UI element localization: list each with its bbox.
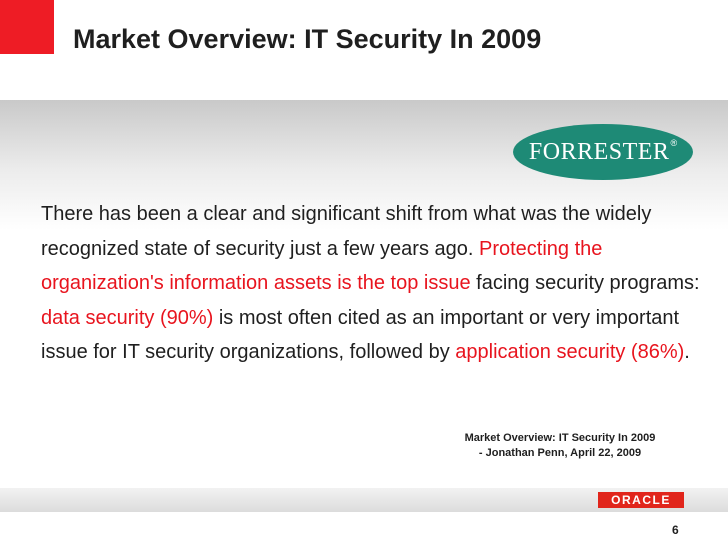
forrester-logo bbox=[513, 124, 693, 180]
registered-mark: ® bbox=[670, 138, 678, 148]
citation-title: Market Overview: IT Security In 2009 bbox=[464, 432, 656, 444]
citation bbox=[430, 431, 690, 461]
highlight-data-security: data security (90%) bbox=[41, 306, 214, 329]
body-text-continued: is most often cited as an important or very important issue for IT security organizations, followed by bbox=[41, 306, 680, 363]
body-text-middle: facing security programs: bbox=[470, 272, 700, 294]
brand-red-square bbox=[0, 0, 54, 54]
body-paragraph bbox=[41, 197, 711, 370]
highlight-protecting-assets: Protecting the organization's information assets is the top issue bbox=[41, 237, 603, 294]
highlight-application-security: application security (86%) bbox=[455, 341, 685, 363]
slide-title: Market Overview: IT Security In 2009 bbox=[73, 24, 542, 54]
body-text-intro: There has been a clear and significant shift from what was the widely recognized state of security just a few years ago. bbox=[41, 203, 652, 260]
oracle-logo bbox=[598, 492, 684, 508]
oracle-logo-text: ORACLE bbox=[611, 493, 671, 507]
citation-author: - Jonathan Penn, April 22, 2009 bbox=[478, 447, 642, 459]
page-number: 6 bbox=[672, 523, 679, 537]
body-text-end: . bbox=[684, 341, 690, 363]
forrester-logo-text: FORRESTER bbox=[528, 138, 670, 165]
